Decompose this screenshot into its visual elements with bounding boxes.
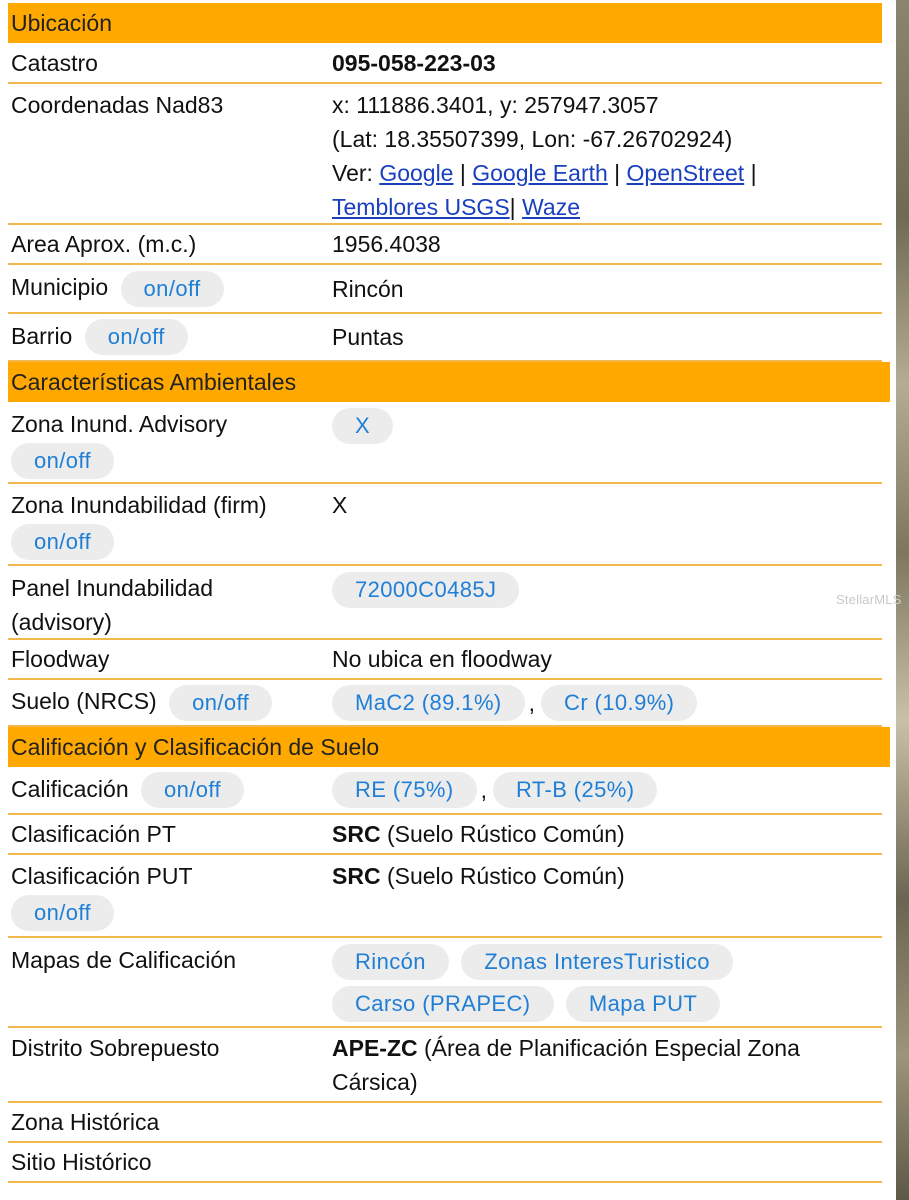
clasificacion-put-desc: (Suelo Rústico Común) bbox=[380, 863, 625, 889]
area-value: 1956.4038 bbox=[332, 231, 441, 257]
property-info-table bbox=[8, 0, 882, 1183]
row-coordenadas bbox=[8, 84, 882, 225]
watermark: StellarMLS bbox=[836, 592, 902, 607]
suelo-toggle-button[interactable]: on/off bbox=[169, 685, 272, 721]
barrio-toggle-button[interactable]: on/off bbox=[85, 319, 188, 355]
ver-label: Ver: bbox=[332, 160, 373, 186]
mapa-chip-put[interactable]: Mapa PUT bbox=[566, 986, 720, 1022]
row-zona-advisory bbox=[8, 402, 882, 484]
row-catastro bbox=[8, 43, 882, 84]
panel-label-line2: (advisory) bbox=[11, 609, 112, 635]
calificacion-label: Calificación bbox=[11, 775, 129, 802]
clasificacion-pt-desc: (Suelo Rústico Común) bbox=[380, 821, 625, 847]
floodway-label: Floodway bbox=[11, 646, 110, 672]
row-floodway bbox=[8, 640, 882, 680]
mapas-label: Mapas de Calificación bbox=[11, 947, 237, 973]
suelo-chip-cr[interactable]: Cr (10.9%) bbox=[541, 685, 697, 721]
zona-advisory-label-cell bbox=[8, 407, 332, 482]
map-links-2: Temblores USGS| Waze bbox=[332, 194, 580, 220]
zona-advisory-value-cell bbox=[332, 407, 882, 482]
row-clasificacion-put bbox=[8, 855, 882, 938]
catastro-label: Catastro bbox=[11, 49, 98, 76]
suelo-label: Suelo (NRCS) bbox=[11, 688, 157, 715]
row-barrio bbox=[8, 314, 882, 362]
row-municipio bbox=[8, 265, 882, 314]
clasificacion-pt-label: Clasificación PT bbox=[11, 821, 176, 847]
distrito-label: Distrito Sobrepuesto bbox=[11, 1035, 220, 1061]
clasificacion-pt-code: SRC bbox=[332, 821, 381, 847]
sitio-historico-label: Sitio Histórico bbox=[11, 1149, 152, 1175]
row-sitio-historico bbox=[8, 1143, 882, 1183]
row-clasificacion-pt bbox=[8, 815, 882, 855]
suelo-chip-mac2[interactable]: MaC2 (89.1%) bbox=[332, 685, 525, 721]
distrito-code: APE-ZC bbox=[332, 1035, 418, 1061]
panel-value-button[interactable]: 72000C0485J bbox=[332, 572, 519, 608]
calificacion-label-cell bbox=[8, 772, 332, 809]
zona-historica-label: Zona Histórica bbox=[11, 1109, 160, 1135]
link-openstreet[interactable]: OpenStreet bbox=[626, 160, 745, 186]
clasificacion-pt-value bbox=[332, 817, 882, 851]
suelo-values: MaC2 (89.1%) , Cr (10.9%) bbox=[332, 684, 882, 721]
coordenadas-value bbox=[332, 88, 882, 223]
municipio-value: Rincón bbox=[332, 275, 404, 302]
zona-firm-value: X bbox=[332, 492, 348, 518]
calificacion-chip-rtb[interactable]: RT-B (25%) bbox=[493, 772, 658, 808]
municipio-toggle-button[interactable]: on/off bbox=[121, 271, 224, 307]
link-google[interactable]: Google bbox=[379, 160, 454, 186]
section-header-ubicacion: Ubicación bbox=[8, 3, 882, 43]
zona-advisory-label: Zona Inund. Advisory bbox=[11, 411, 228, 437]
row-area bbox=[8, 225, 882, 265]
mapa-chip-rincon[interactable]: Rincón bbox=[332, 944, 449, 980]
panel-label-cell bbox=[8, 571, 332, 638]
suelo-label-cell bbox=[8, 684, 332, 721]
coord-latlon: (Lat: 18.35507399, Lon: -67.26702924) bbox=[332, 126, 733, 152]
barrio-value: Puntas bbox=[332, 324, 404, 350]
zona-advisory-value[interactable]: X bbox=[332, 408, 393, 444]
row-zona-firm bbox=[8, 484, 882, 566]
map-links: Ver: Google | Google Earth | OpenStreet | bbox=[332, 160, 757, 186]
section-header-ambientales: Características Ambientales bbox=[8, 362, 890, 402]
link-waze[interactable]: Waze bbox=[522, 194, 580, 220]
distrito-desc-1: (Área de Planificación Especial Zona bbox=[417, 1035, 800, 1061]
distrito-value bbox=[332, 1031, 882, 1101]
coord-xy: x: 111886.3401, y: 257947.3057 bbox=[332, 92, 659, 118]
zona-firm-toggle-button[interactable]: on/off bbox=[11, 524, 114, 560]
catastro-value: 095-058-223-03 bbox=[332, 49, 496, 76]
panel-label-line1: Panel Inundabilidad bbox=[11, 575, 214, 601]
clasificacion-put-code: SRC bbox=[332, 863, 381, 889]
clasificacion-put-value bbox=[332, 859, 882, 936]
section-header-calificacion: Calificación y Clasificación de Suelo bbox=[8, 727, 890, 767]
zona-advisory-toggle-button[interactable]: on/off bbox=[11, 443, 114, 479]
clasificacion-put-label-cell bbox=[8, 859, 332, 936]
row-distrito bbox=[8, 1028, 882, 1103]
zona-firm-label: Zona Inundabilidad (firm) bbox=[11, 492, 267, 518]
panel-value-cell bbox=[332, 571, 882, 638]
municipio-label: Municipio bbox=[11, 274, 109, 301]
calificacion-chip-re[interactable]: RE (75%) bbox=[332, 772, 477, 808]
area-label: Area Aprox. (m.c.) bbox=[11, 231, 197, 257]
calificacion-toggle-button[interactable]: on/off bbox=[141, 772, 244, 808]
row-suelo bbox=[8, 680, 882, 727]
distrito-desc-2: Cársica) bbox=[332, 1069, 418, 1095]
calificacion-values: RE (75%) , RT-B (25%) bbox=[332, 772, 882, 809]
municipio-label-cell bbox=[8, 270, 332, 307]
clasificacion-put-label: Clasificación PUT bbox=[11, 863, 193, 889]
barrio-label: Barrio bbox=[11, 322, 73, 349]
row-mapas bbox=[8, 938, 882, 1028]
row-zona-historica bbox=[8, 1103, 882, 1143]
mapa-chip-zonas-turistico[interactable]: Zonas InteresTuristico bbox=[461, 944, 733, 980]
floodway-value: No ubica en floodway bbox=[332, 646, 552, 672]
mapas-values bbox=[332, 943, 882, 1026]
zona-firm-label-cell bbox=[8, 488, 332, 564]
mapa-chip-carso[interactable]: Carso (PRAPEC) bbox=[332, 986, 554, 1022]
row-panel bbox=[8, 566, 882, 640]
barrio-label-cell bbox=[8, 319, 332, 356]
coordenadas-label: Coordenadas Nad83 bbox=[11, 92, 224, 118]
link-temblores-usgs[interactable]: Temblores USGS bbox=[332, 194, 510, 220]
link-google-earth[interactable]: Google Earth bbox=[472, 160, 608, 186]
clasificacion-put-toggle-button[interactable]: on/off bbox=[11, 895, 114, 931]
row-calificacion bbox=[8, 767, 882, 815]
